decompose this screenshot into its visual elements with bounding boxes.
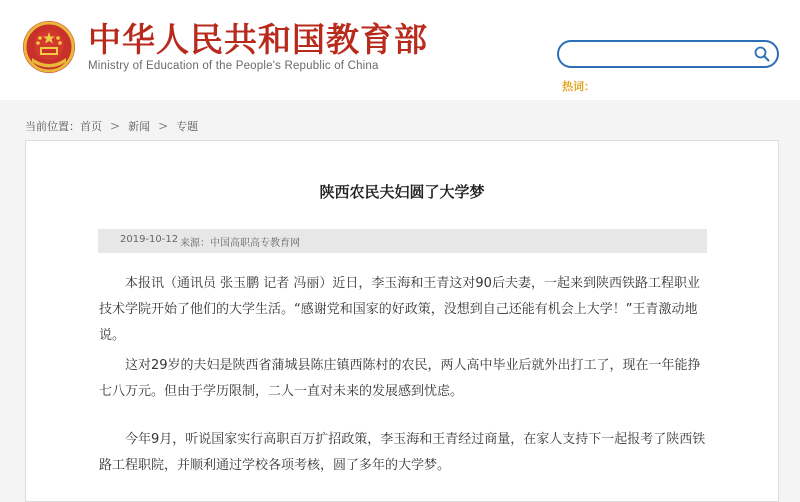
site-header [0,0,800,100]
article-meta-bar [98,229,707,253]
search-input[interactable] [569,45,749,63]
site-title-en: Ministry of Education of the People's Republic of China [88,60,379,72]
article-date: 2019-10-12 [120,234,179,245]
article-title: 陕西农民夫妇圆了大学梦 [319,183,485,201]
breadcrumb-topics[interactable]: 专题 [176,120,199,133]
hot-words-label: 热词： [562,80,595,93]
site-title-cn[interactable]: 中华人民共和国教育部 [88,20,428,59]
search-box [557,40,779,68]
breadcrumb [25,118,198,134]
chevron-right-icon: > [110,119,121,133]
breadcrumb-home[interactable]: 首页 [80,120,102,133]
article-paragraph: 本报讯（通讯员 张玉鹏 记者 冯丽）近日，李玉海和王青这对90后夫妻，一起来到陕西铁路工程职业技术学院开始了他们的大学生活。“感谢党和国家的好政策，没想到自己还能有机会上大学！”王青激动地说。 [99,276,700,343]
search-icon[interactable] [753,45,771,63]
chevron-right-icon: > [158,119,169,133]
article-paragraph: 今年9月，听说国家实行高职百万扩招政策，李玉海和王青经过商量，在家人支持下一起报考了陕西铁路工程职院，并顺利通过学校各项考核，圆了多年的大学梦。 [99,432,706,473]
article-source: 来源：中国高职高专教育网 [180,238,300,249]
breadcrumb-news[interactable]: 新闻 [128,120,151,133]
breadcrumb-prefix: 当前位置： [25,120,80,133]
article-paragraph: 这对29岁的夫妇是陕西省蒲城县陈庄镇西陈村的农民，两人高中毕业后就外出打工了，现在一年能挣七八万元。但由于学历限制，二人一直对未来的发展感到忧虑。 [99,358,701,399]
article-panel [25,140,779,502]
national-emblem-icon[interactable] [22,20,76,74]
